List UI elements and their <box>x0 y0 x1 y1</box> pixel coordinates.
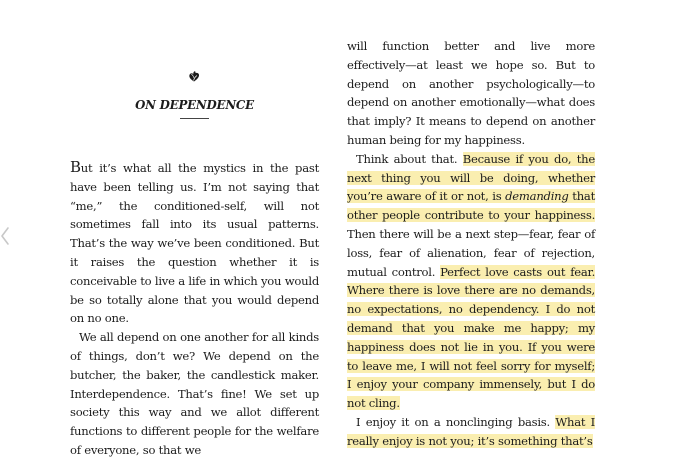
paragraph-text: Think about that. <box>356 151 463 166</box>
paragraph-text: will function better and live more effectively—at least we hope so. But to depend on another psychologically—to depend on another emotionally—what does that imply? It means to depend on another human being for my happiness. <box>347 39 595 147</box>
chapter-title: ON DEPENDENCE <box>135 98 254 112</box>
highlight-2[interactable]: Perfect love casts out fear. Where there is love there are no demands, no expectations, no dependency. I do not demand that you make me happy; my happiness does not lie in you. If you were to leave me, I will not feel sorry for myself; I enjoy your company immensely, but I do not cling. <box>347 264 595 411</box>
paragraph-text: We all depend on one another for all kinds of things, don’t we? We depend on the butcher, the baker, the candlestick maker. Interdependence. That’s fine! We set up society this way and we allot different functions to different people for the welfare of everyone, so that we <box>70 330 319 457</box>
title-divider <box>180 118 209 119</box>
paragraph-text: I enjoy it on a nonclinging basis. <box>356 414 556 429</box>
paragraph <box>347 150 595 413</box>
right-text-column <box>347 37 595 451</box>
paragraph-text: Then there will be a next step—fear, fear of loss, fear of alienation, fear of rejection, mutual control. <box>347 226 595 279</box>
paragraph <box>347 413 595 451</box>
highlight-3[interactable]: What I really enjoy is not you; it’s something that’s <box>347 414 595 448</box>
highlight-text: that other people contribute to your happiness. <box>347 189 595 223</box>
paragraph <box>70 158 319 328</box>
left-text-column <box>70 158 319 460</box>
paragraph <box>347 37 595 150</box>
emphasis-text: demanding <box>505 189 569 204</box>
paragraph-text: ut it’s what all the mystics in the past have been telling us. I’m not saying that “me,” the conditioned-self, will not sometimes fall into its usual patterns. That’s the way we’ve been conditioned. But it raises the question whether it is conceivable to live a life in which you would be so totally alone that you would depend on no one. <box>70 161 319 326</box>
previous-page-button[interactable] <box>0 226 10 246</box>
highlight-text: Because if you do, the next thing you will be doing, whether you’re aware of it or not, is <box>347 151 596 204</box>
paragraph <box>70 328 319 460</box>
chevron-left-icon <box>0 226 10 246</box>
drop-cap: B <box>70 158 81 176</box>
fleuron-icon <box>187 69 201 83</box>
